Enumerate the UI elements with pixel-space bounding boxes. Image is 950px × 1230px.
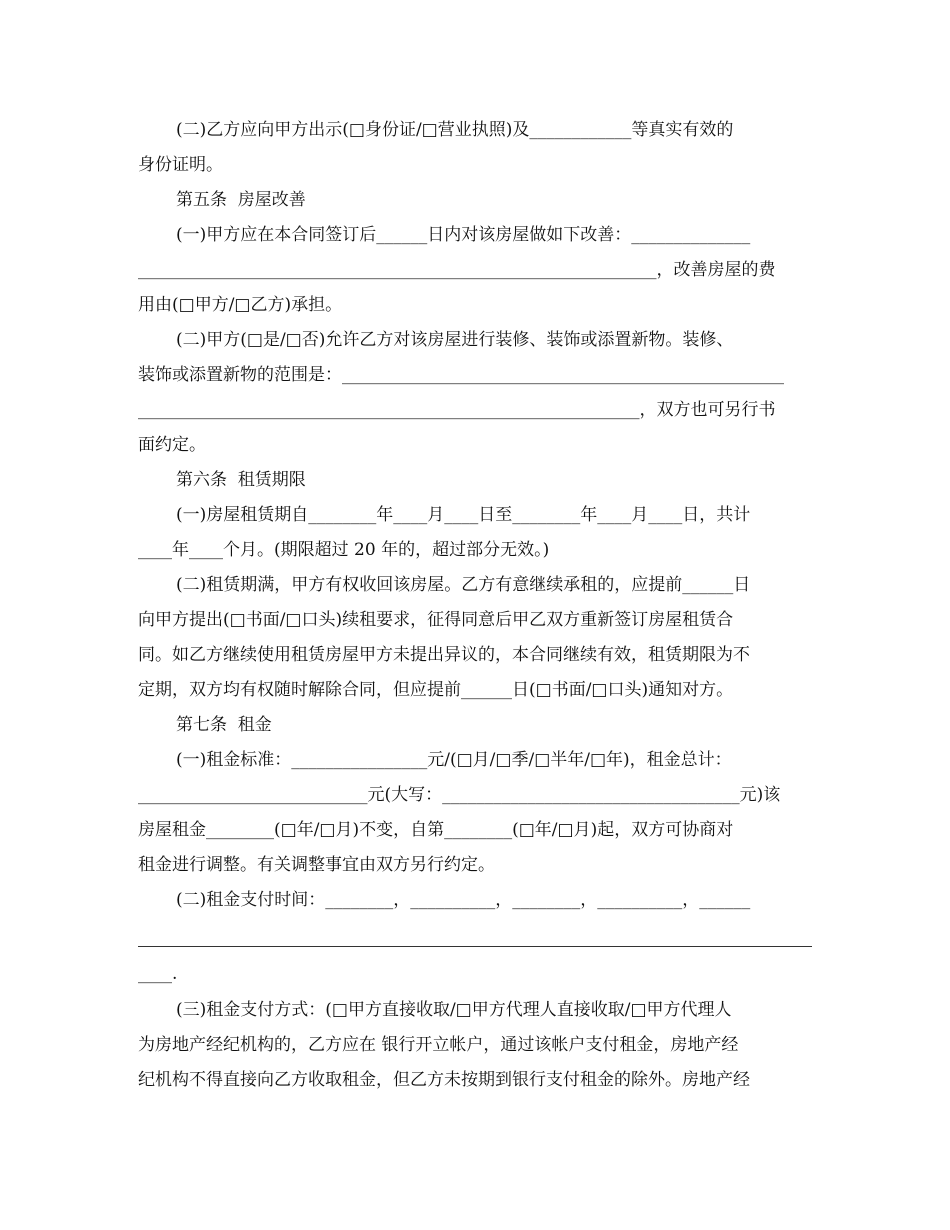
section-heading: 第七条 租金 [176,715,272,735]
text-line: (一)租金标准：________________元/(□月/□季/□半年/□年)，租金总计： [176,750,732,770]
text-line: 纪机构不得直接向乙方收取租金，但乙方未按期到银行支付租金的除外。房地产经 [138,1070,750,1090]
text-line: 租金进行调整。有关调整事宜由双方另行约定。 [138,855,495,875]
text-line: (二)乙方应向甲方出示(□身份证/□营业执照)及____________等真实有效的 [176,120,734,140]
text-line: 向甲方提出(□书面/□口头)续租要求，征得同意后甲乙双方重新签订房屋租赁合 [138,610,734,630]
text-line: 同。如乙方继续使用租赁房屋甲方未提出异议的，本合同继续有效，租赁期限为不 [138,645,750,665]
text-line: ___________________________________________________________，双方也可另行书 [138,400,776,420]
text-line: ___________________________元(大写：___________________________________元)该 [138,785,781,805]
text-line: ____. [138,964,178,984]
section-heading: 第五条 房屋改善 [176,190,306,210]
text-line: 身份证明。 [138,155,223,175]
text-line: 装饰或添置新物的范围是：____________________________________________________ [138,365,784,385]
text-line: 房屋租金________(□年/□月)不变，自第________(□年/□月)起，双方可协商对 [138,820,734,840]
blank-fill-line [138,946,812,947]
text-line: ____年____个月。(期限超过 20 年的，超过部分无效。) [138,540,550,560]
text-line: (二)租金支付时间：________，__________，________，__________，______ [176,890,751,910]
text-line: 用由(□甲方/□乙方)承担。 [138,295,343,315]
text-line: _____________________________________________________________，改善房屋的费 [138,260,776,280]
text-line: 为房地产经纪机构的，乙方应在 银行开立帐户，通过该帐户支付租金，房地产经 [138,1035,739,1055]
text-line: (一)房屋租赁期自________年____月____日至________年____月____日，共计 [176,505,751,525]
text-line: 定期，双方均有权随时解除合同，但应提前______日(□书面/□口头)通知对方。 [138,680,734,700]
text-line: (二)租赁期满，甲方有权收回该房屋。乙方有意继续承租的，应提前______日 [176,575,751,595]
section-heading: 第六条 租赁期限 [176,470,306,490]
text-line: (三)租金支付方式：(□甲方直接收取/□甲方代理人直接收取/□甲方代理人 [176,1000,732,1020]
text-line: (二)甲方(□是/□否)允许乙方对该房屋进行装修、装饰或添置新物。装修、 [176,330,734,350]
text-line: 面约定。 [138,435,206,455]
text-line: (一)甲方应在本合同签订后______日内对该房屋做如下改善：______________ [176,225,751,245]
